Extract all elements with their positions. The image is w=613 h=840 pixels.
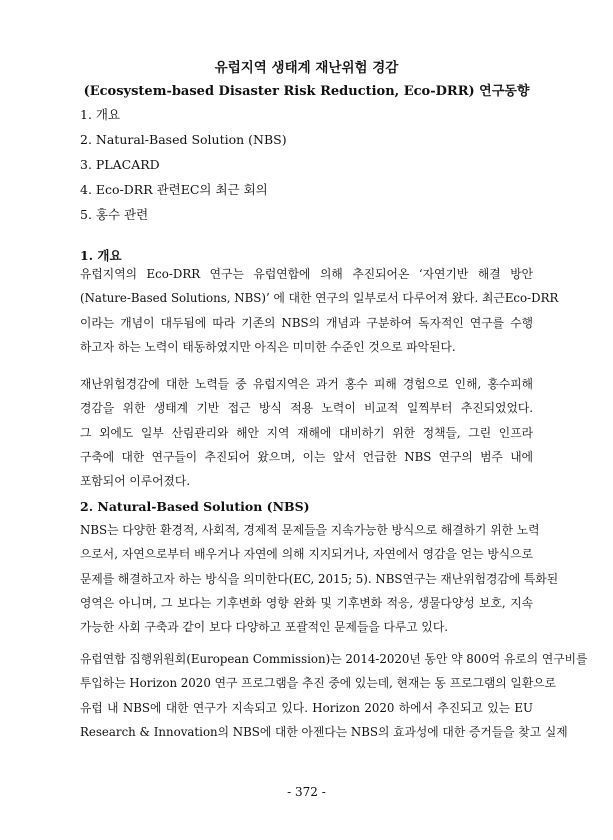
paragraph-line: 재난위험경감에 대한 노력들 중 유럽지역은 과거 홍수 피해 경험으로 인해, 홍수피해 [80,377,533,391]
table-of-contents [80,102,287,227]
paragraph-line: NBS는 다양한 환경적, 사회적, 경제적 문제들을 지속가능한 방식으로 해결하기 위한 노력 [80,523,540,537]
paragraph [80,372,533,493]
paragraph-line: 유럽 내 NBS에 대한 연구가 지속되고 있다. Horizon 2020 하에서 추진되고 있는 EU [80,700,533,715]
paragraph-line: 포함되어 이루어졌다. [80,474,191,489]
paragraph [80,647,588,744]
paragraph-line: Research & Innovation의 NBS에 대한 아젠다는 NBS의 효과성에 대한 증거들을 찾고 실제 [80,724,568,739]
paragraph-line: 투입하는 Horizon 2020 연구 프로그램을 추진 중에 있는데, 현재는 동 프로그램의 일환으로 [80,676,557,691]
paragraph-line: 문제를 해결하고자 하는 방식을 의미한다(EC, 2015; 5). NBS연구는 재난위험경감에 특화된 [80,571,559,586]
paragraph-line: 그 외에도 일부 산림관리와 해안 지역 재해에 대비하기 위한 정책들, 그린 인프라 [80,425,533,440]
toc-item: 2. Natural-Based Solution (NBS) [80,132,287,147]
page-number: - 372 - [287,785,326,799]
toc-item: 4. Eco-DRR 관련EC의 최근 회의 [80,182,268,197]
document-subtitle: (Ecosystem-based Disaster Risk Reduction, Eco-DRR) 연구동향 [83,84,530,99]
paragraph-line: (Nature-Based Solutions, NBS)’ 에 대한 연구의 일부로서 다루어져 왔다. 최근Eco-DRR [80,291,559,306]
paragraph-line: 이라는 개념이 대두됨에 따라 기존의 NBS의 개념과 구분하여 독자적인 연구를 수행 [80,315,533,330]
paragraph [80,518,559,639]
paragraph-line: 하고자 하는 노력이 태동하였지만 아직은 미미한 수준인 것으로 파악된다. [80,339,456,354]
paragraph-line: 가능한 사회 구축과 같이 보다 다양하고 포괄적인 문제들을 다루고 있다. [80,620,448,635]
toc-item: 5. 홍수 관련 [80,207,149,222]
section-heading-nbs: 2. Natural-Based Solution (NBS) [80,499,310,514]
paragraph-line: 유럽연합 집행위원회(European Commission)는 2014-2020년 동안 약 800억 유로의 연구비를 [80,652,588,666]
paragraph-line: 영역은 아니며, 그 보다는 기후변화 영향 완화 및 기후변화 적응, 생물다양성 보호, 지속 [80,595,533,610]
paragraph-line: 유럽지역의 Eco-DRR 연구는 유럽연합에 의해 추진되어온 ‘자연기반 해결 방안 [80,267,533,281]
toc-item: 1. 개요 [80,107,121,122]
paragraph [80,262,559,359]
paragraph-line: 으로서, 자연으로부터 배우거나 자연에 의해 지지되거나, 자연에서 영감을 얻는 방식으로 [80,547,533,562]
paragraph-line: 구축에 대한 연구들이 추진되어 왔으며, 이는 앞서 언급한 NBS 연구의 범주 내에 [80,449,533,464]
toc-item: 3. PLACARD [80,157,160,172]
document-title: 유럽지역 생태계 재난위험 경감 [214,60,399,76]
section-heading-overview: 1. 개요 [80,248,122,263]
paragraph-line: 경감을 위한 생태계 기반 접근 방식 적용 노력이 비교적 일찍부터 추진되었었다. [80,401,533,416]
